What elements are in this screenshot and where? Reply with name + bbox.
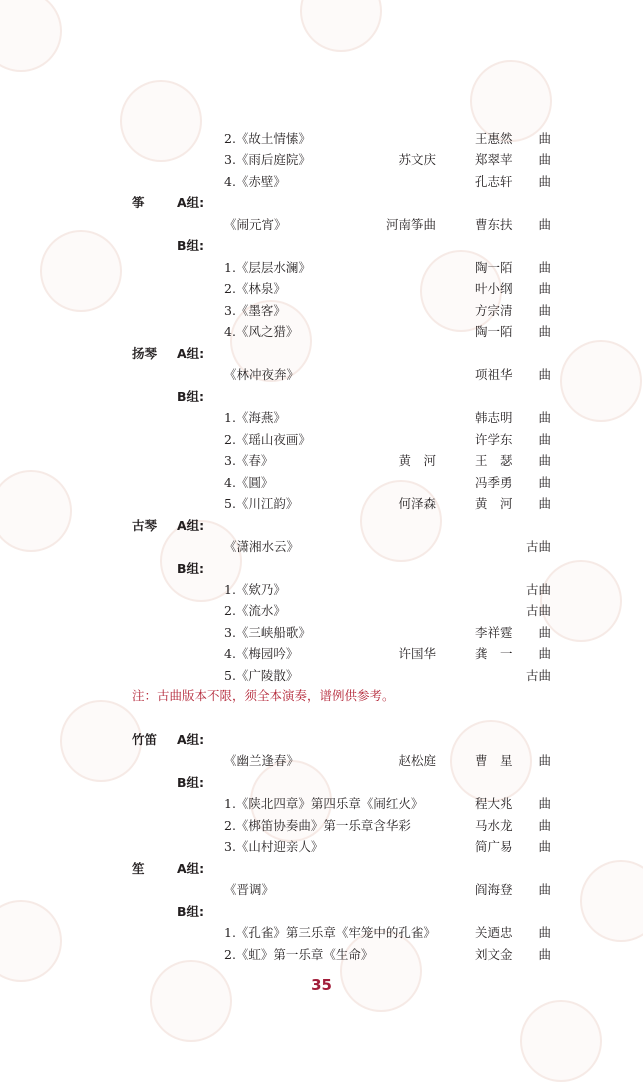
group-label: A组: xyxy=(177,346,205,361)
watermark-seal xyxy=(300,0,382,52)
piece-title: 1.《孔雀》第三乐章《牢笼中的孔雀》 xyxy=(224,925,436,940)
repertoire-row xyxy=(0,944,643,965)
repertoire-row xyxy=(0,257,643,278)
repertoire-row xyxy=(0,558,643,579)
composer-name: 方宗清 xyxy=(475,303,513,318)
attribution-label: 曲 xyxy=(538,753,551,768)
piece-title: 4.《风之猎》 xyxy=(224,324,299,339)
composer-name: 陶一陌 xyxy=(475,260,513,275)
attribution-label: 曲 xyxy=(538,303,551,318)
attribution-label: 曲 xyxy=(538,432,551,447)
piece-title: 3.《春》 xyxy=(224,453,274,468)
attribution-label: 曲 xyxy=(538,925,551,940)
piece-title: 1.《层层水澜》 xyxy=(224,260,311,275)
attribution-label: 曲 xyxy=(538,947,551,962)
instrument-label: 筝 xyxy=(132,195,145,210)
repertoire-row xyxy=(0,793,643,814)
composer-name: 马水龙 xyxy=(475,818,513,833)
piece-title: 《闹元宵》 xyxy=(224,217,287,232)
composer-name: 冯季勇 xyxy=(475,475,513,490)
piece-title: 3.《山村迎亲人》 xyxy=(224,839,324,854)
repertoire-row xyxy=(0,536,643,557)
repertoire-row xyxy=(0,815,643,836)
attribution-label: 曲 xyxy=(538,475,551,490)
composer-name: 项祖华 xyxy=(475,367,513,382)
composer-name: 龚 一 xyxy=(475,646,513,661)
group-label: B组: xyxy=(177,389,205,404)
repertoire-row xyxy=(0,472,643,493)
repertoire-row xyxy=(0,321,643,342)
instrument-label: 古琴 xyxy=(132,518,158,533)
group-label: A组: xyxy=(177,195,205,210)
attribution-label: 古曲 xyxy=(525,668,551,683)
composer-name: 李祥霆 xyxy=(475,625,513,640)
repertoire-row xyxy=(0,922,643,943)
piece-title: 《潇湘水云》 xyxy=(224,539,300,554)
composer-name: 王 瑟 xyxy=(475,453,513,468)
piece-title: 4.《梅园吟》 xyxy=(224,646,299,661)
repertoire-row xyxy=(0,622,643,643)
attribution-label: 曲 xyxy=(538,646,551,661)
page-number: 35 xyxy=(311,976,332,994)
arranger-name: 河南筝曲 xyxy=(385,217,436,232)
repertoire-row xyxy=(0,493,643,514)
piece-title: 5.《广陵散》 xyxy=(224,668,299,683)
group-label: B组: xyxy=(177,561,205,576)
composer-name: 阎海登 xyxy=(475,882,513,897)
ancient-music-note: 注：古曲版本不限，须全本演奏，谱例供参考。 xyxy=(132,688,395,703)
repertoire-row xyxy=(0,600,643,621)
composer-name: 黄 河 xyxy=(475,496,513,511)
piece-title: 5.《川江韵》 xyxy=(224,496,299,511)
repertoire-row xyxy=(0,364,643,385)
attribution-label: 曲 xyxy=(538,281,551,296)
repertoire-row xyxy=(0,836,643,857)
attribution-label: 曲 xyxy=(538,410,551,425)
piece-title: 《幽兰逢春》 xyxy=(224,753,300,768)
attribution-label: 曲 xyxy=(538,818,551,833)
instrument-label: 扬琴 xyxy=(132,346,158,361)
attribution-label: 曲 xyxy=(538,131,551,146)
repertoire-row xyxy=(0,214,643,235)
composer-name: 王惠然 xyxy=(475,131,513,146)
composer-name: 程大兆 xyxy=(475,796,513,811)
piece-title: 2.《林泉》 xyxy=(224,281,286,296)
piece-title: 2.《流水》 xyxy=(224,603,286,618)
piece-title: 4.《赤壁》 xyxy=(224,174,286,189)
repertoire-row xyxy=(0,235,643,256)
repertoire-row xyxy=(0,343,643,364)
repertoire-row xyxy=(0,450,643,471)
repertoire-row xyxy=(0,858,643,879)
piece-title: 3.《墨客》 xyxy=(224,303,286,318)
composer-name: 刘文金 xyxy=(475,947,513,962)
composer-name: 叶小纲 xyxy=(475,281,513,296)
watermark-seal xyxy=(520,1000,602,1082)
piece-title: 4.《圓》 xyxy=(224,475,274,490)
composer-name: 简广易 xyxy=(475,839,513,854)
attribution-label: 曲 xyxy=(538,453,551,468)
piece-title: 1.《欸乃》 xyxy=(224,582,286,597)
instrument-label: 笙 xyxy=(132,861,145,876)
repertoire-row xyxy=(0,429,643,450)
composer-name: 陶一陌 xyxy=(475,324,513,339)
instrument-label: 竹笛 xyxy=(132,732,158,747)
repertoire-row xyxy=(0,772,643,793)
piece-title: 2.《虹》第一乐章《生命》 xyxy=(224,947,374,962)
attribution-label: 曲 xyxy=(538,152,551,167)
composer-name: 曹 星 xyxy=(475,753,513,768)
attribution-label: 曲 xyxy=(538,796,551,811)
piece-title: 1.《海燕》 xyxy=(224,410,286,425)
arranger-name: 苏文庆 xyxy=(398,152,436,167)
piece-title: 3.《雨后庭院》 xyxy=(224,152,311,167)
watermark-seal xyxy=(0,0,62,72)
group-label: B组: xyxy=(177,238,205,253)
piece-title: 2.《梆笛协奏曲》第一乐章含华彩 xyxy=(224,818,411,833)
repertoire-row xyxy=(0,665,643,686)
composer-name: 许学东 xyxy=(475,432,513,447)
group-label: A组: xyxy=(177,732,205,747)
repertoire-row xyxy=(0,901,643,922)
attribution-label: 曲 xyxy=(538,839,551,854)
repertoire-row xyxy=(0,407,643,428)
composer-name: 曹东扶 xyxy=(475,217,513,232)
attribution-label: 曲 xyxy=(538,260,551,275)
watermark-seal xyxy=(150,960,232,1042)
repertoire-row xyxy=(0,192,643,213)
attribution-label: 曲 xyxy=(538,367,551,382)
repertoire-row xyxy=(0,729,643,750)
attribution-label: 曲 xyxy=(538,324,551,339)
arranger-name: 何泽森 xyxy=(398,496,436,511)
repertoire-row xyxy=(0,643,643,664)
attribution-label: 曲 xyxy=(538,882,551,897)
piece-title: 1.《陕北四章》第四乐章《闹红火》 xyxy=(224,796,424,811)
repertoire-row xyxy=(0,149,643,170)
piece-title: 3.《三峡船歌》 xyxy=(224,625,311,640)
attribution-label: 古曲 xyxy=(525,582,551,597)
attribution-label: 曲 xyxy=(538,174,551,189)
repertoire-row xyxy=(0,879,643,900)
attribution-label: 曲 xyxy=(538,496,551,511)
attribution-label: 曲 xyxy=(538,625,551,640)
repertoire-row xyxy=(0,750,643,771)
composer-name: 关迺忠 xyxy=(475,925,513,940)
piece-title: 2.《瑶山夜画》 xyxy=(224,432,311,447)
repertoire-row xyxy=(0,278,643,299)
attribution-label: 古曲 xyxy=(525,603,551,618)
repertoire-row xyxy=(0,128,643,149)
attribution-label: 古曲 xyxy=(525,539,551,554)
piece-title: 《晋调》 xyxy=(224,882,275,897)
composer-name: 韩志明 xyxy=(475,410,513,425)
group-label: B组: xyxy=(177,904,205,919)
composer-name: 郑翠苹 xyxy=(475,152,513,167)
repertoire-row xyxy=(0,171,643,192)
arranger-name: 赵松庭 xyxy=(398,753,436,768)
group-label: A组: xyxy=(177,518,205,533)
repertoire-row xyxy=(0,579,643,600)
repertoire-row xyxy=(0,300,643,321)
piece-title: 《林冲夜奔》 xyxy=(224,367,300,382)
group-label: A组: xyxy=(177,861,205,876)
repertoire-row xyxy=(0,515,643,536)
arranger-name: 黄 河 xyxy=(398,453,436,468)
repertoire-row xyxy=(0,386,643,407)
group-label: B组: xyxy=(177,775,205,790)
attribution-label: 曲 xyxy=(538,217,551,232)
composer-name: 孔志轩 xyxy=(475,174,513,189)
arranger-name: 许国华 xyxy=(398,646,436,661)
piece-title: 2.《故土情愫》 xyxy=(224,131,311,146)
